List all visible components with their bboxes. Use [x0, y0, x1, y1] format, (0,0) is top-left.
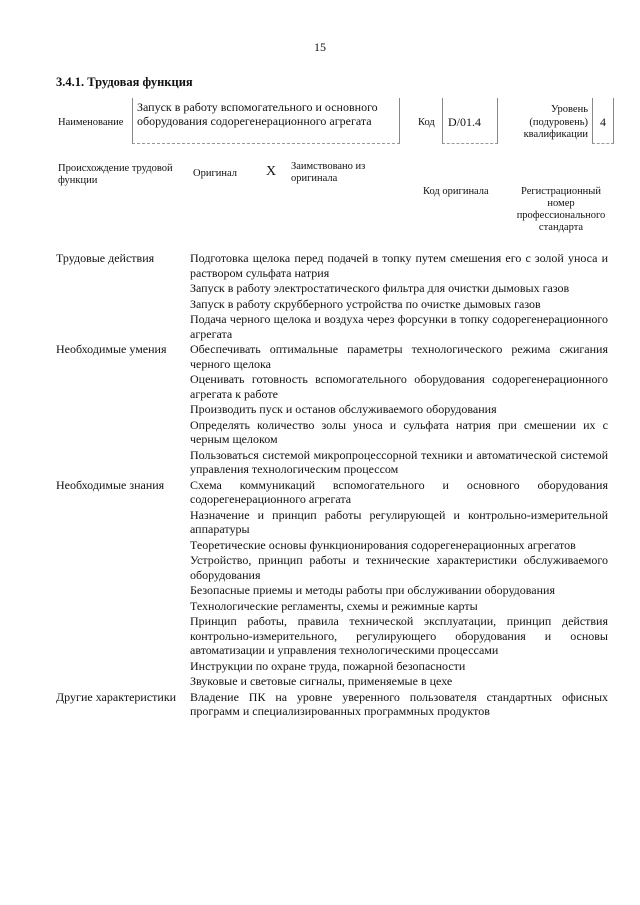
section-label: Необходимые знания	[56, 477, 165, 492]
list-item: Технологические регламенты, схемы и режимные карты	[190, 598, 478, 613]
qualification-level-value: 4	[592, 98, 614, 144]
section-required-knowledge	[56, 478, 608, 690]
section-title: 3.4.1. Трудовая функция	[56, 75, 193, 89]
name-label: Наименование	[58, 117, 124, 128]
section-label: Трудовые действия	[56, 251, 155, 265]
original-code-label: Код оригинала	[423, 186, 489, 197]
list-item: Теоретические основы функционирования содорегенерационных агрегатов	[190, 537, 576, 552]
list-item: Подача черного щелока и воздуха через форсунки в топку содорегенерационного агрегата	[190, 312, 608, 341]
section-label: Необходимые умения	[56, 342, 167, 356]
original-label: Оригинал	[193, 168, 237, 179]
list-item: Оценивать готовность вспомогательного оборудования содорегенерационного агрегата к работе	[190, 372, 608, 401]
list-item: Запуск в работу электростатического фильтра для очистки дымовых газов	[190, 281, 570, 295]
function-name-value: Запуск в работу вспомогательного и основного оборудования содорегенерационного агрегата	[132, 98, 400, 144]
list-item: Принцип работы, правила технической эксплуатации, принцип действия контрольно-измерительного, регулирующего оборудования и основы автоматизации и управления технологическими процессами	[190, 614, 608, 657]
list-item: Обеспечивать оптимальные параметры технологического режима сжигания черного щелока	[190, 342, 608, 371]
section-items	[190, 690, 608, 720]
page-number: 15	[314, 40, 326, 54]
section-items	[190, 342, 608, 478]
list-item: Назначение и принцип работы регулирующей и контрольно-измерительной аппаратуры	[190, 507, 608, 536]
qualification-level-label: Уровень (подуровень) квалификации	[523, 104, 588, 140]
borrowed-label: Заимствовано из оригинала	[291, 161, 366, 184]
function-details	[56, 251, 608, 720]
code-label: Код	[418, 117, 435, 128]
list-item: Схема коммуникаций вспомогательного и основного оборудования содорегенерационного агрегата	[190, 477, 608, 506]
function-code-value: D/01.4	[442, 98, 498, 144]
section-labor-actions	[56, 251, 608, 342]
list-item: Производить пуск и останов обслуживаемого оборудования	[190, 402, 497, 416]
origin-label: Происхождение трудовой функции	[58, 163, 173, 186]
original-mark: X	[266, 164, 277, 179]
section-items	[190, 478, 608, 690]
section-label: Другие характеристики	[56, 689, 177, 704]
list-item: Запуск в работу скрубберного устройства по очистке дымовых газов	[190, 296, 541, 311]
list-item: Безопасные приемы и методы работы при обслуживании оборудования	[190, 583, 555, 597]
list-item: Пользоваться системой микропроцессорной техники и автоматической системой управления технологическим процессом	[190, 447, 608, 476]
registration-number-label: Регистрационный номер профессионального стандарта	[516, 186, 606, 233]
section-required-skills	[56, 342, 608, 478]
section-other-characteristics	[56, 690, 608, 720]
list-item: Подготовка щелока перед подачей в топку путем смешения его с золой уноса и раствором сульфата натрия	[190, 251, 608, 280]
list-item: Инструкции по охране труда, пожарной безопасности	[190, 658, 466, 673]
list-item: Звуковые и световые сигналы, применяемые в цехе	[190, 674, 453, 688]
list-item: Владение ПК на уровне уверенного пользователя стандартных офисных программ и специализированных программных продуктов	[190, 689, 608, 718]
list-item: Определять количество золы уноса и сульфата натрия при смешении их с черным щелоком	[190, 417, 608, 446]
list-item: Устройство, принцип работы и технические характеристики обслуживаемого оборудования	[190, 553, 608, 582]
section-items	[190, 251, 608, 342]
